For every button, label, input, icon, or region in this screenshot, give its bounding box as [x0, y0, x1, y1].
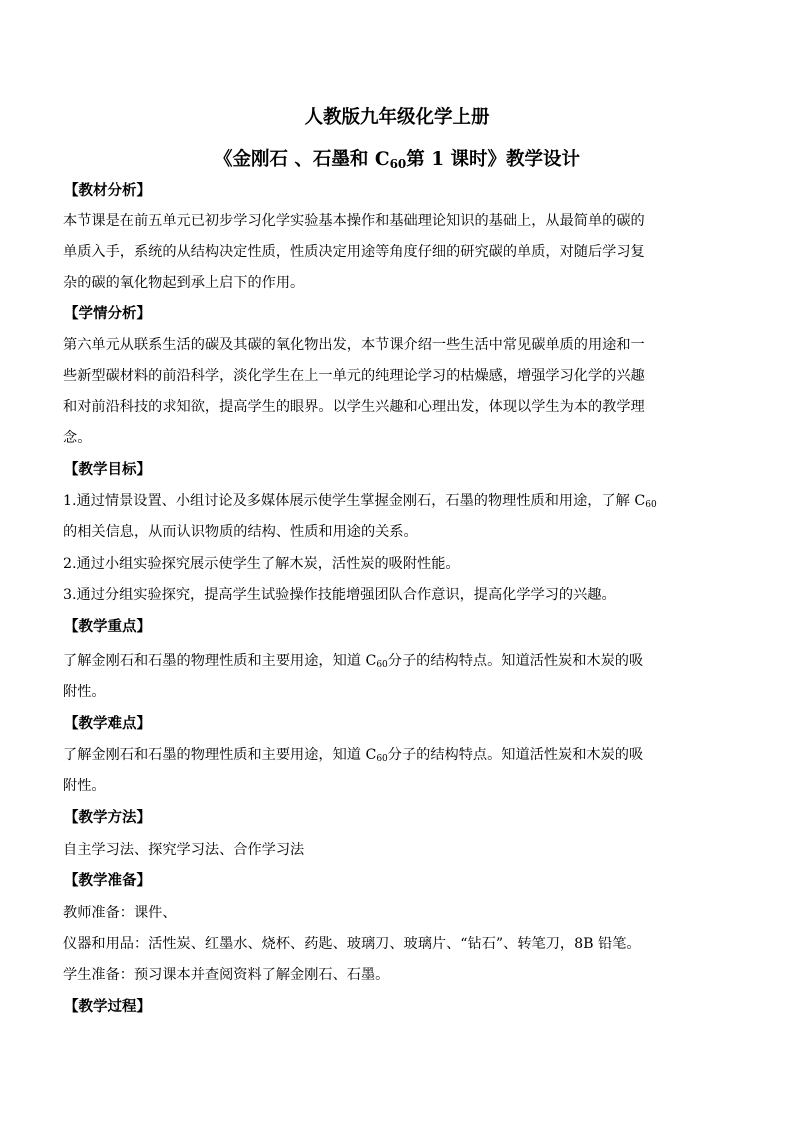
document-subtitle: 《金刚石 、石墨和 $C_{60}$第 1 课时》教学设计	[213, 149, 581, 171]
paragraph-line: 杂的碳的氧化物起到承上启下的作用。	[63, 275, 305, 291]
document-title: 人教版九年级化学上册	[304, 107, 490, 128]
paragraph-line: 2.通过小组实验探究展示使学生了解木炭，活性炭的吸附性能。	[63, 556, 460, 572]
paragraph-line: 附性。	[63, 778, 106, 794]
paragraph-line: 附性。	[63, 684, 106, 700]
paragraph-line: 的相关信息，从而认识物质的结构、性质和用途的关系。	[63, 524, 418, 540]
section-heading-preparation: 【教学准备】	[64, 872, 151, 889]
paragraph-line: 了解金刚石和石墨的物理性质和主要用途，知道 $C_{60}$分子的结构特点。知道活性炭和木炭的吸	[63, 653, 644, 670]
paragraph-line: 1.通过情景设置、小组讨论及多媒体展示使学生掌握金刚石，石墨的物理性质和用途，了解 $C_{60}$	[63, 493, 657, 510]
paragraph-line: 和对前沿科技的求知欲，提高学生的眼界。以学生兴趣和心理出发，体现以学生为本的教学理	[63, 399, 645, 415]
paragraph-line: 仪器和用品：活性炭、红墨水、烧杯、药匙、玻璃刀、玻璃片、“钻石”、转笔刀，8B 铅笔。	[63, 936, 641, 952]
paragraph-line: 本节课是在前五单元已初步学习化学实验基本操作和基础理论知识的基础上，从最简单的碳的	[63, 213, 645, 229]
paragraph-line: 第六单元从联系生活的碳及其碳的氧化物出发，本节课介绍一些生活中常见碳单质的用途和一	[63, 337, 645, 353]
section-heading-methods: 【教学方法】	[64, 809, 151, 826]
section-heading-process: 【教学过程】	[64, 998, 151, 1015]
paragraph-line: 了解金刚石和石墨的物理性质和主要用途，知道 $C_{60}$分子的结构特点。知道活性炭和木炭的吸	[63, 747, 644, 764]
paragraph-line: 自主学习法、探究学习法、合作学习法	[63, 842, 305, 858]
section-heading-material: 【教材分析】	[64, 182, 151, 199]
paragraph-line: 念。	[63, 430, 92, 446]
section-heading-difficulties: 【教学难点】	[64, 715, 151, 732]
section-heading-key-points: 【教学重点】	[64, 618, 151, 635]
section-heading-students: 【学情分析】	[64, 305, 151, 322]
paragraph-line: 单质入手，系统的从结构决定性质，性质决定用途等角度仔细的研究碳的单质，对随后学习复	[63, 244, 645, 260]
paragraph-line: 学生准备：预习课本并查阅资料了解金刚石、石墨。	[63, 967, 390, 983]
paragraph-line: 3.通过分组实验探究，提高学生试验操作技能增强团队合作意识，提高化学学习的兴趣。	[63, 587, 616, 603]
paragraph-line: 些新型碳材料的前沿科学，淡化学生在上一单元的纯理论学习的枯燥感，增强学习化学的兴趣	[63, 368, 645, 384]
section-heading-goals: 【教学目标】	[64, 461, 151, 478]
paragraph-line: 教师准备：课件、	[63, 905, 177, 921]
